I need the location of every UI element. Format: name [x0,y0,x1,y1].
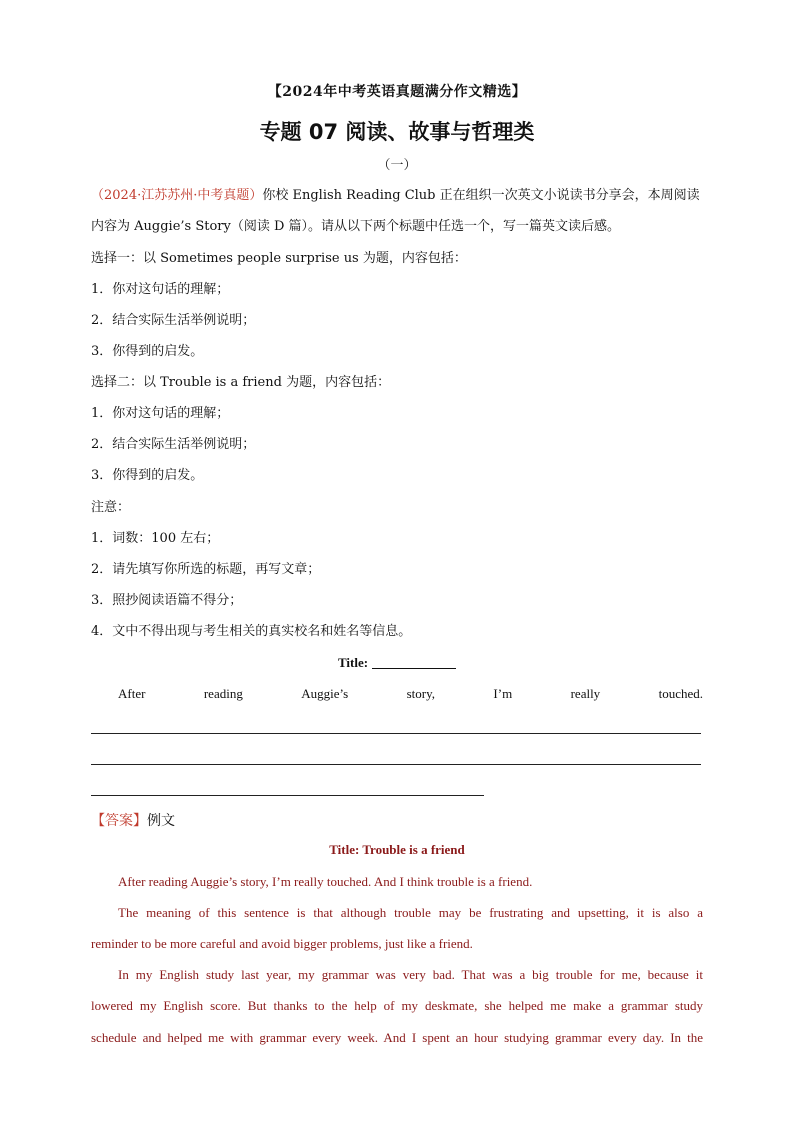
option2-item: 2．结合实际生活举例说明； [91,437,256,452]
option1-item: 3．你得到的启发。 [91,344,204,359]
option1-item: 2．结合实际生活举例说明； [91,313,256,328]
title-blank[interactable] [372,656,456,669]
title-prompt [0,655,794,671]
note-item: 1．词数：100 左右； [91,531,220,546]
prompt-line-1 [91,187,700,205]
note-item: 3．照抄阅读语篇不得分； [91,593,243,608]
option1-item: 1．你对这句话的理解； [91,282,230,297]
starter-word: I’m [493,686,513,701]
essay-title: Title: Trouble is a friend [329,842,465,857]
essay-line: reminder to be more careful and avoid bigger problems, just like a friend. [91,936,473,951]
option2-item: 1．你对这句话的理解； [91,406,230,421]
prompt-line-2: 内容为 Auggie’s Story（阅读 D 篇）。请从以下两个标题中任选一个，写一篇英文读后感。 [91,219,621,234]
essay-line: After reading Auggie’s story, I’m really touched. And I think trouble is a friend. [118,874,533,889]
title-label: Title: [337,655,369,670]
starter-word: reading [203,686,243,701]
essay-line: lowered my English score. But thanks to the help of my deskmate, she helped me make a grammar study [91,998,703,1013]
writing-line[interactable] [91,764,701,765]
option2-item: 3．你得到的启发。 [91,468,204,483]
answer-label [91,810,175,830]
collection-header: 【2024年中考英语真题满分作文精选】 [267,84,527,100]
essay-line: In my English study last year, my grammar was very bad. That was a big trouble for me, because it [118,967,703,982]
notes-heading: 注意： [91,500,131,515]
writing-line[interactable] [91,795,484,796]
option2-heading: 选择二：以 Trouble is a friend 为题，内容包括： [91,375,391,390]
writing-line[interactable] [91,733,701,734]
starter-word: touched. [658,686,703,701]
source-citation: （2024·江苏苏州·中考真题） [91,188,263,203]
starter-word: really [570,686,601,701]
starter-word: Auggie’s [301,686,349,701]
essay-line: schedule and helped me with grammar every week. And I spent an hour studying grammar every day. In the [91,1030,703,1045]
note-item: 4．文中不得出现与考生相关的真实校名和姓名等信息。 [91,624,412,639]
answer-tag: 【答案】 [91,813,147,829]
option1-heading: 选择一：以 Sometimes people surprise us 为题，内容包括： [91,251,467,266]
section-number: （一） [377,158,417,173]
page-title: 专题 07 阅读、故事与哲理类 [259,120,535,144]
note-item: 2．请先填写你所选的标题，再写文章； [91,562,321,577]
prompt-text: 你校 English Reading Club 正在组织一次英文小说读书分享会，本周阅读 [262,188,700,203]
sample-essay-label: 例文 [147,813,175,829]
starter-sentence [118,686,703,702]
essay-line: The meaning of this sentence is that although trouble may be frustrating and upsetting, it is also a [118,905,703,920]
starter-word: After [118,686,146,701]
starter-word: story, [406,686,435,701]
